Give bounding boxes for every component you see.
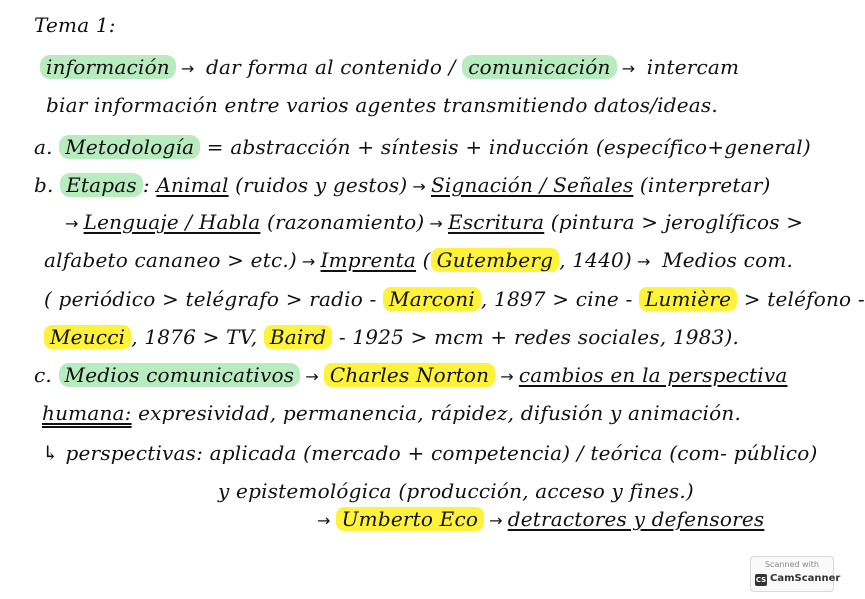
stage-imprenta: Imprenta <box>320 248 417 272</box>
note-line-lenguaje <box>60 209 803 237</box>
note-line-humana <box>42 400 741 426</box>
stage-escritura-detail: (pintura > jeroglíficos > <box>544 210 804 234</box>
note-line-media-history-2 <box>44 324 739 350</box>
definition-comunicacion: intercam <box>640 55 740 79</box>
arrow-icon: → <box>412 177 426 196</box>
item-prefix-a: a. <box>34 135 60 159</box>
note-line-2 <box>46 92 718 118</box>
perspectivas-text: ↳ perspectivas: aplicada (mercado + competencia) / teórica (com- público) <box>42 441 818 465</box>
stage-escritura: Escritura <box>448 210 545 234</box>
term-etapas: Etapas <box>60 173 143 197</box>
stage-lenguaje: Lenguaje / Habla <box>83 210 261 234</box>
note-line-eco <box>312 506 764 534</box>
media-list-part2: , 1897 > cine - <box>480 287 639 311</box>
item-prefix-b: b. <box>34 173 61 197</box>
term-metodologia: Metodología <box>59 135 200 159</box>
arrow-icon: → <box>317 511 331 530</box>
camscanner-logo-icon: CS <box>755 576 767 584</box>
note-line-media-history <box>44 286 865 312</box>
term-medios-comunicativos: Medios comunicativos <box>59 363 301 387</box>
arrow-icon: → <box>65 214 79 233</box>
arrow-icon: → <box>301 252 316 271</box>
humana-features: expresividad, permanencia, rápidez, difusión y animación. <box>131 401 742 425</box>
camscanner-badge <box>750 556 841 592</box>
media-list-part1: ( periódico > telégrafo > radio - <box>44 287 384 311</box>
notes-title <box>34 12 116 38</box>
title-text: Tema 1: <box>34 13 116 37</box>
metodologia-definition: = abstracción + síntesis + inducción (específico+general) <box>200 135 811 159</box>
perspective-changes: cambios en la perspectiva <box>518 363 788 387</box>
item-prefix-c: c. <box>34 363 59 387</box>
stage-lenguaje-detail: (razonamiento) <box>260 210 425 234</box>
note-line-1 <box>40 54 739 82</box>
paren-open: ( <box>416 248 431 272</box>
arrow-icon: → <box>180 59 195 78</box>
badge-app-name: CamScanner <box>770 573 841 584</box>
epistemologica-text: y epistemológica (producción, acceso y fines.) <box>218 479 694 503</box>
definition-informacion: dar forma al contenido / <box>199 55 463 79</box>
imprenta-year: , 1440) <box>559 248 632 272</box>
note-line-perspectivas <box>42 440 818 466</box>
badge-caption: Scanned with <box>764 560 820 569</box>
term-humana: humana: <box>42 401 132 425</box>
term-comunicacion: comunicación <box>462 55 616 79</box>
name-meucci: Meucci <box>44 325 131 349</box>
note-line-etapas <box>34 172 771 200</box>
stage-animal-detail: (ruidos y gestos) <box>228 173 408 197</box>
arrow-icon: → <box>489 511 503 530</box>
media-list-part3: > teléfono - <box>737 287 865 311</box>
escritura-continuation: alfabeto cananeo > etc.) <box>44 248 297 272</box>
definition-continuation: biar información entre varios agentes transmitiendo datos/ideas. <box>46 93 718 117</box>
name-umberto-eco: Umberto Eco <box>336 507 485 531</box>
name-marconi: Marconi <box>383 287 481 311</box>
stage-signacion-detail: (interpretar) <box>633 173 771 197</box>
arrow-icon: → <box>636 252 651 271</box>
stage-medios-com: Medios com. <box>655 248 794 272</box>
name-lumiere: Lumière <box>639 287 737 311</box>
eco-positions: detractores y defensores <box>507 507 765 531</box>
term-informacion: información <box>40 55 176 79</box>
media-list-part5: - 1925 > mcm + redes sociales, 1983). <box>332 325 740 349</box>
name-charles-norton: Charles Norton <box>324 363 495 387</box>
arrow-icon: → <box>500 367 514 386</box>
note-line-epistemologica <box>218 478 694 504</box>
etapas-colon: : <box>142 173 157 197</box>
stage-signacion: Signación / Señales <box>431 173 634 197</box>
name-gutemberg: Gutemberg <box>431 248 560 272</box>
note-line-imprenta <box>44 247 793 275</box>
arrow-icon: → <box>305 367 319 386</box>
name-baird: Baird <box>264 325 332 349</box>
note-line-metodologia <box>34 134 811 160</box>
note-line-medios <box>34 362 788 390</box>
media-list-part4: , 1876 > TV, <box>131 325 264 349</box>
arrow-icon: → <box>429 214 444 233</box>
arrow-icon: → <box>621 59 636 78</box>
stage-animal: Animal <box>156 173 229 197</box>
